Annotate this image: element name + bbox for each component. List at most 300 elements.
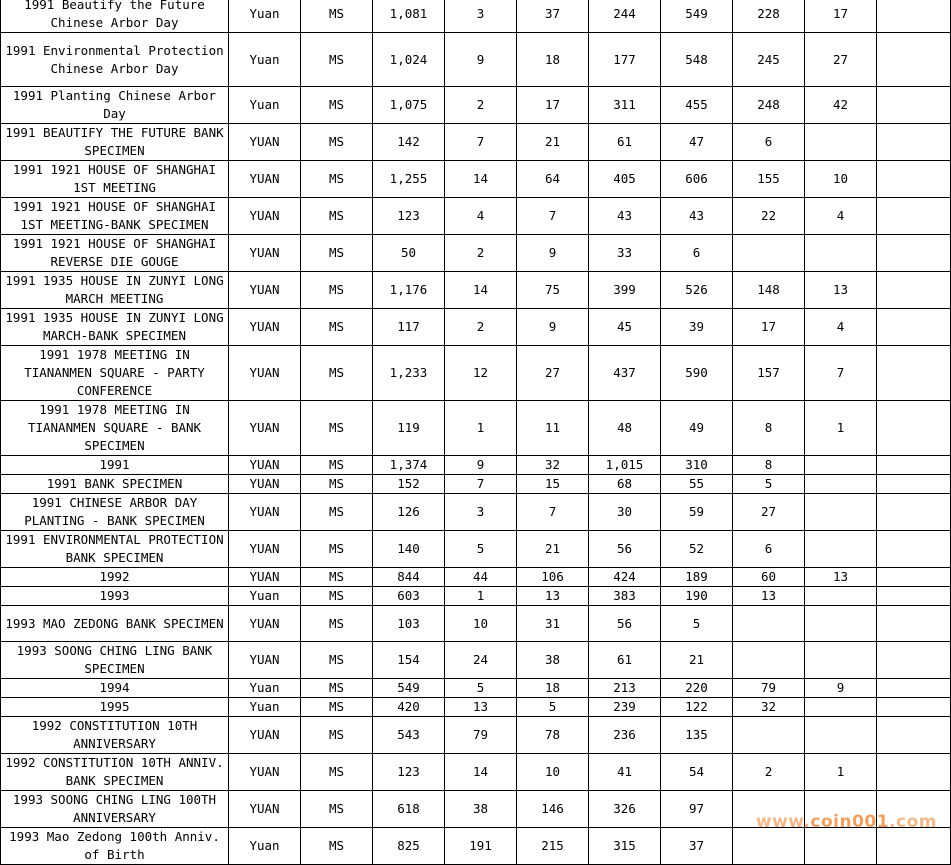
cell-col-3[interactable]: 45 <box>589 309 661 346</box>
cell-col-2[interactable]: 31 <box>517 606 589 642</box>
cell-col-1[interactable]: 4 <box>445 198 517 235</box>
cell-currency[interactable]: YUAN <box>229 717 301 754</box>
cell-col-6[interactable]: 42 <box>805 87 877 124</box>
cell-total[interactable]: 1,176 <box>373 272 445 309</box>
cell-col-4[interactable]: 455 <box>661 87 733 124</box>
cell-col-3[interactable]: 177 <box>589 33 661 87</box>
cell-col-5[interactable]: 248 <box>733 87 805 124</box>
cell-col-4[interactable]: 135 <box>661 717 733 754</box>
table-row <box>1 33 951 87</box>
cell-col-6[interactable] <box>805 475 877 494</box>
cell-currency[interactable]: Yuan <box>229 0 301 33</box>
cell-col-4[interactable]: 190 <box>661 587 733 606</box>
cell-total[interactable]: 825 <box>373 828 445 865</box>
cell-col-1[interactable]: 5 <box>445 531 517 568</box>
cell-col-2[interactable]: 18 <box>517 33 589 87</box>
cell-col-2[interactable]: 7 <box>517 198 589 235</box>
cell-currency[interactable]: Yuan <box>229 698 301 717</box>
cell-total[interactable]: 103 <box>373 606 445 642</box>
cell-col-1[interactable]: 1 <box>445 401 517 456</box>
table-row <box>1 309 951 346</box>
cell-col-2[interactable]: 9 <box>517 235 589 272</box>
cell-col-3[interactable]: 315 <box>589 828 661 865</box>
cell-total[interactable]: 1,024 <box>373 33 445 87</box>
cell-col-3[interactable]: 399 <box>589 272 661 309</box>
cell-col-5[interactable]: 22 <box>733 198 805 235</box>
cell-col-4[interactable]: 21 <box>661 642 733 679</box>
cell-col-5[interactable]: 60 <box>733 568 805 587</box>
cell-col-3[interactable]: 43 <box>589 198 661 235</box>
cell-col-4[interactable]: 5 <box>661 606 733 642</box>
cell-col-7[interactable] <box>877 124 951 161</box>
cell-col-6[interactable] <box>805 606 877 642</box>
cell-col-4[interactable]: 590 <box>661 346 733 401</box>
cell-col-7[interactable] <box>877 568 951 587</box>
cell-col-3[interactable]: 61 <box>589 642 661 679</box>
cell-col-7[interactable] <box>877 606 951 642</box>
cell-col-7[interactable] <box>877 717 951 754</box>
cell-name[interactable]: 1993 SOONG CHING LING BANK SPECIMEN <box>1 642 229 679</box>
cell-currency[interactable]: YUAN <box>229 235 301 272</box>
cell-name[interactable]: 1991 Planting Chinese Arbor Day <box>1 87 229 124</box>
cell-col-6[interactable] <box>805 235 877 272</box>
cell-col-7[interactable] <box>877 754 951 791</box>
cell-grade[interactable]: MS <box>301 272 373 309</box>
cell-grade[interactable]: MS <box>301 475 373 494</box>
cell-col-6[interactable]: 13 <box>805 568 877 587</box>
cell-col-1[interactable]: 9 <box>445 33 517 87</box>
cell-total[interactable]: 50 <box>373 235 445 272</box>
table-row <box>1 456 951 475</box>
cell-col-6[interactable] <box>805 642 877 679</box>
cell-col-3[interactable]: 213 <box>589 679 661 698</box>
cell-col-6[interactable] <box>805 124 877 161</box>
cell-total[interactable]: 1,081 <box>373 0 445 33</box>
table-row <box>1 0 951 33</box>
cell-name[interactable]: 1992 CONSTITUTION 10TH ANNIV. BANK SPECIMEN <box>1 754 229 791</box>
cell-currency[interactable]: YUAN <box>229 754 301 791</box>
cell-grade[interactable]: MS <box>301 568 373 587</box>
cell-col-2[interactable]: 7 <box>517 494 589 531</box>
cell-total[interactable]: 1,255 <box>373 161 445 198</box>
cell-col-4[interactable]: 55 <box>661 475 733 494</box>
cell-currency[interactable]: Yuan <box>229 679 301 698</box>
cell-col-3[interactable]: 424 <box>589 568 661 587</box>
cell-col-2[interactable]: 17 <box>517 87 589 124</box>
cell-name[interactable]: 1991 <box>1 456 229 475</box>
cell-col-2[interactable]: 15 <box>517 475 589 494</box>
cell-col-7[interactable] <box>877 161 951 198</box>
cell-col-7[interactable] <box>877 401 951 456</box>
table-row <box>1 161 951 198</box>
cell-col-4[interactable]: 43 <box>661 198 733 235</box>
cell-grade[interactable]: MS <box>301 161 373 198</box>
cell-col-3[interactable]: 56 <box>589 606 661 642</box>
cell-col-6[interactable] <box>805 531 877 568</box>
cell-grade[interactable]: MS <box>301 401 373 456</box>
cell-col-1[interactable]: 1 <box>445 587 517 606</box>
cell-total[interactable]: 420 <box>373 698 445 717</box>
cell-name[interactable]: 1993 SOONG CHING LING 100TH ANNIVERSARY <box>1 791 229 828</box>
cell-col-5[interactable]: 32 <box>733 698 805 717</box>
cell-col-5[interactable] <box>733 642 805 679</box>
table-row <box>1 124 951 161</box>
cell-currency[interactable]: YUAN <box>229 309 301 346</box>
cell-col-2[interactable]: 106 <box>517 568 589 587</box>
cell-col-2[interactable]: 21 <box>517 124 589 161</box>
cell-col-2[interactable]: 37 <box>517 0 589 33</box>
cell-col-2[interactable]: 75 <box>517 272 589 309</box>
cell-col-6[interactable]: 10 <box>805 161 877 198</box>
cell-grade[interactable]: MS <box>301 754 373 791</box>
table-row <box>1 346 951 401</box>
cell-col-2[interactable]: 5 <box>517 698 589 717</box>
cell-currency[interactable]: YUAN <box>229 198 301 235</box>
cell-col-4[interactable]: 6 <box>661 235 733 272</box>
cell-col-2[interactable]: 10 <box>517 754 589 791</box>
cell-currency[interactable]: Yuan <box>229 828 301 865</box>
cell-col-2[interactable]: 13 <box>517 587 589 606</box>
table-row <box>1 494 951 531</box>
cell-currency[interactable]: Yuan <box>229 87 301 124</box>
cell-col-7[interactable] <box>877 198 951 235</box>
cell-col-6[interactable]: 4 <box>805 309 877 346</box>
cell-col-6[interactable] <box>805 587 877 606</box>
cell-total[interactable]: 140 <box>373 531 445 568</box>
cell-grade[interactable]: MS <box>301 587 373 606</box>
cell-col-4[interactable]: 122 <box>661 698 733 717</box>
cell-grade[interactable]: MS <box>301 531 373 568</box>
cell-col-5[interactable] <box>733 717 805 754</box>
cell-col-3[interactable]: 405 <box>589 161 661 198</box>
cell-total[interactable]: 603 <box>373 587 445 606</box>
cell-name[interactable]: 1993 <box>1 587 229 606</box>
cell-name[interactable]: 1994 <box>1 679 229 698</box>
cell-col-1[interactable]: 7 <box>445 475 517 494</box>
cell-col-7[interactable] <box>877 33 951 87</box>
cell-currency[interactable]: YUAN <box>229 401 301 456</box>
watermark-suffix: .com <box>889 812 937 832</box>
table-row <box>1 235 951 272</box>
cell-currency[interactable]: YUAN <box>229 272 301 309</box>
cell-col-1[interactable]: 191 <box>445 828 517 865</box>
cell-col-5[interactable]: 79 <box>733 679 805 698</box>
cell-col-1[interactable]: 38 <box>445 791 517 828</box>
cell-col-5[interactable]: 245 <box>733 33 805 87</box>
cell-col-7[interactable] <box>877 828 951 865</box>
cell-col-6[interactable]: 1 <box>805 401 877 456</box>
cell-col-7[interactable] <box>877 346 951 401</box>
cell-col-2[interactable]: 11 <box>517 401 589 456</box>
table-row <box>1 828 951 865</box>
cell-col-4[interactable]: 606 <box>661 161 733 198</box>
cell-col-1[interactable]: 13 <box>445 698 517 717</box>
cell-grade[interactable]: MS <box>301 33 373 87</box>
cell-currency[interactable]: YUAN <box>229 124 301 161</box>
cell-col-3[interactable]: 30 <box>589 494 661 531</box>
cell-grade[interactable]: MS <box>301 124 373 161</box>
cell-col-4[interactable]: 220 <box>661 679 733 698</box>
cell-col-5[interactable]: 2 <box>733 754 805 791</box>
cell-total[interactable]: 1,075 <box>373 87 445 124</box>
table-row <box>1 606 951 642</box>
cell-grade[interactable]: MS <box>301 642 373 679</box>
cell-col-6[interactable]: 27 <box>805 33 877 87</box>
cell-col-4[interactable]: 59 <box>661 494 733 531</box>
cell-grade[interactable]: MS <box>301 198 373 235</box>
cell-currency[interactable]: YUAN <box>229 568 301 587</box>
cell-col-5[interactable]: 148 <box>733 272 805 309</box>
cell-grade[interactable]: MS <box>301 309 373 346</box>
cell-col-5[interactable]: 8 <box>733 456 805 475</box>
cell-total[interactable]: 142 <box>373 124 445 161</box>
cell-grade[interactable]: MS <box>301 679 373 698</box>
cell-total[interactable]: 1,374 <box>373 456 445 475</box>
cell-col-6[interactable] <box>805 494 877 531</box>
cell-name[interactable]: 1993 MAO ZEDONG BANK SPECIMEN <box>1 606 229 642</box>
cell-col-4[interactable]: 97 <box>661 791 733 828</box>
cell-col-7[interactable] <box>877 531 951 568</box>
cell-name[interactable]: 1992 CONSTITUTION 10TH ANNIVERSARY <box>1 717 229 754</box>
table-row <box>1 475 951 494</box>
cell-col-6[interactable]: 13 <box>805 272 877 309</box>
cell-col-3[interactable]: 383 <box>589 587 661 606</box>
cell-col-5[interactable]: 155 <box>733 161 805 198</box>
cell-grade[interactable]: MS <box>301 698 373 717</box>
cell-col-5[interactable]: 27 <box>733 494 805 531</box>
cell-currency[interactable]: Yuan <box>229 587 301 606</box>
table-row <box>1 272 951 309</box>
cell-grade[interactable]: MS <box>301 717 373 754</box>
cell-col-5[interactable]: 5 <box>733 475 805 494</box>
cell-name[interactable]: 1991 BEAUTIFY THE FUTURE BANK SPECIMEN <box>1 124 229 161</box>
cell-col-7[interactable] <box>877 475 951 494</box>
cell-col-6[interactable]: 4 <box>805 198 877 235</box>
cell-col-1[interactable]: 44 <box>445 568 517 587</box>
cell-col-2[interactable]: 32 <box>517 456 589 475</box>
cell-col-1[interactable]: 10 <box>445 606 517 642</box>
cell-col-3[interactable]: 311 <box>589 87 661 124</box>
cell-col-5[interactable]: 17 <box>733 309 805 346</box>
cell-col-4[interactable]: 37 <box>661 828 733 865</box>
cell-col-5[interactable]: 6 <box>733 124 805 161</box>
watermark-prefix: www. <box>755 812 811 832</box>
cell-col-3[interactable]: 48 <box>589 401 661 456</box>
cell-col-7[interactable] <box>877 235 951 272</box>
cell-col-7[interactable] <box>877 0 951 33</box>
cell-col-4[interactable]: 189 <box>661 568 733 587</box>
cell-col-1[interactable]: 2 <box>445 309 517 346</box>
table-body <box>1 0 951 865</box>
cell-currency[interactable]: YUAN <box>229 346 301 401</box>
cell-col-4[interactable]: 526 <box>661 272 733 309</box>
cell-col-7[interactable] <box>877 698 951 717</box>
cell-col-1[interactable]: 9 <box>445 456 517 475</box>
cell-col-4[interactable]: 52 <box>661 531 733 568</box>
cell-col-1[interactable]: 79 <box>445 717 517 754</box>
table-row <box>1 698 951 717</box>
cell-col-2[interactable]: 38 <box>517 642 589 679</box>
cell-col-2[interactable]: 27 <box>517 346 589 401</box>
cell-col-3[interactable]: 68 <box>589 475 661 494</box>
cell-col-2[interactable]: 146 <box>517 791 589 828</box>
cell-grade[interactable]: MS <box>301 346 373 401</box>
cell-name[interactable]: 1991 ENVIRONMENTAL PROTECTION BANK SPECIMEN <box>1 531 229 568</box>
cell-name[interactable]: 1991 1935 HOUSE IN ZUNYI LONG MARCH-BANK SPECIMEN <box>1 309 229 346</box>
cell-col-3[interactable]: 437 <box>589 346 661 401</box>
table-row <box>1 531 951 568</box>
cell-col-4[interactable]: 47 <box>661 124 733 161</box>
cell-col-7[interactable] <box>877 87 951 124</box>
cell-grade[interactable]: MS <box>301 456 373 475</box>
cell-name[interactable]: 1993 Mao Zedong 100th Anniv. of Birth <box>1 828 229 865</box>
cell-col-3[interactable]: 239 <box>589 698 661 717</box>
cell-name[interactable]: 1991 1921 HOUSE OF SHANGHAI REVERSE DIE GOUGE <box>1 235 229 272</box>
cell-name[interactable]: 1991 1978 MEETING IN TIANANMEN SQUARE - BANK SPECIMEN <box>1 401 229 456</box>
cell-grade[interactable]: MS <box>301 828 373 865</box>
cell-col-1[interactable]: 14 <box>445 754 517 791</box>
cell-col-7[interactable] <box>877 642 951 679</box>
cell-currency[interactable]: YUAN <box>229 475 301 494</box>
cell-name[interactable]: 1991 1935 HOUSE IN ZUNYI LONG MARCH MEETING <box>1 272 229 309</box>
table-row <box>1 198 951 235</box>
cell-col-5[interactable]: 6 <box>733 531 805 568</box>
table-row <box>1 679 951 698</box>
cell-currency[interactable]: YUAN <box>229 642 301 679</box>
cell-col-1[interactable]: 14 <box>445 272 517 309</box>
cell-col-2[interactable]: 21 <box>517 531 589 568</box>
cell-col-7[interactable] <box>877 309 951 346</box>
cell-col-4[interactable]: 310 <box>661 456 733 475</box>
cell-col-1[interactable]: 14 <box>445 161 517 198</box>
cell-total[interactable]: 152 <box>373 475 445 494</box>
cell-col-7[interactable] <box>877 456 951 475</box>
cell-name[interactable]: 1992 <box>1 568 229 587</box>
cell-grade[interactable]: MS <box>301 87 373 124</box>
cell-col-6[interactable]: 17 <box>805 0 877 33</box>
cell-total[interactable]: 618 <box>373 791 445 828</box>
cell-col-3[interactable]: 56 <box>589 531 661 568</box>
cell-currency[interactable]: YUAN <box>229 531 301 568</box>
cell-col-2[interactable]: 64 <box>517 161 589 198</box>
cell-currency[interactable]: YUAN <box>229 456 301 475</box>
cell-col-6[interactable]: 1 <box>805 754 877 791</box>
cell-col-7[interactable] <box>877 494 951 531</box>
cell-total[interactable]: 549 <box>373 679 445 698</box>
cell-col-3[interactable]: 41 <box>589 754 661 791</box>
cell-name[interactable]: 1991 Environmental Protection Chinese Arbor Day <box>1 33 229 87</box>
cell-name[interactable]: 1991 1978 MEETING IN TIANANMEN SQUARE - PARTY CONFERENCE <box>1 346 229 401</box>
cell-total[interactable]: 543 <box>373 717 445 754</box>
cell-col-7[interactable] <box>877 679 951 698</box>
cell-col-7[interactable] <box>877 587 951 606</box>
cell-col-6[interactable]: 9 <box>805 679 877 698</box>
cell-col-1[interactable]: 5 <box>445 679 517 698</box>
table-row <box>1 568 951 587</box>
cell-name[interactable]: 1991 BANK SPECIMEN <box>1 475 229 494</box>
table-row <box>1 717 951 754</box>
cell-col-6[interactable] <box>805 698 877 717</box>
cell-col-3[interactable]: 1,015 <box>589 456 661 475</box>
cell-total[interactable]: 119 <box>373 401 445 456</box>
cell-col-1[interactable]: 2 <box>445 235 517 272</box>
cell-grade[interactable]: MS <box>301 791 373 828</box>
cell-currency[interactable]: YUAN <box>229 791 301 828</box>
cell-grade[interactable]: MS <box>301 0 373 33</box>
cell-name[interactable]: 1991 1921 HOUSE OF SHANGHAI 1ST MEETING <box>1 161 229 198</box>
cell-col-5[interactable]: 228 <box>733 0 805 33</box>
cell-total[interactable]: 844 <box>373 568 445 587</box>
cell-total[interactable]: 123 <box>373 198 445 235</box>
cell-col-5[interactable] <box>733 606 805 642</box>
cell-col-4[interactable]: 549 <box>661 0 733 33</box>
table-row <box>1 587 951 606</box>
cell-col-4[interactable]: 49 <box>661 401 733 456</box>
cell-col-5[interactable]: 157 <box>733 346 805 401</box>
cell-col-1[interactable]: 3 <box>445 494 517 531</box>
cell-col-6[interactable] <box>805 717 877 754</box>
table-row <box>1 401 951 456</box>
cell-total[interactable]: 154 <box>373 642 445 679</box>
cell-grade[interactable]: MS <box>301 494 373 531</box>
cell-total[interactable]: 126 <box>373 494 445 531</box>
cell-col-3[interactable]: 33 <box>589 235 661 272</box>
cell-grade[interactable]: MS <box>301 235 373 272</box>
cell-total[interactable]: 123 <box>373 754 445 791</box>
cell-col-4[interactable]: 548 <box>661 33 733 87</box>
cell-col-1[interactable]: 7 <box>445 124 517 161</box>
cell-col-3[interactable]: 244 <box>589 0 661 33</box>
cell-col-3[interactable]: 326 <box>589 791 661 828</box>
cell-currency[interactable]: YUAN <box>229 494 301 531</box>
cell-name[interactable]: 1995 <box>1 698 229 717</box>
cell-col-2[interactable]: 18 <box>517 679 589 698</box>
table-row <box>1 754 951 791</box>
cell-name[interactable]: 1991 CHINESE ARBOR DAY PLANTING - BANK SPECIMEN <box>1 494 229 531</box>
cell-col-4[interactable]: 54 <box>661 754 733 791</box>
cell-col-7[interactable] <box>877 272 951 309</box>
cell-total[interactable]: 117 <box>373 309 445 346</box>
cell-currency[interactable]: YUAN <box>229 606 301 642</box>
cell-col-5[interactable]: 8 <box>733 401 805 456</box>
cell-col-6[interactable] <box>805 456 877 475</box>
cell-total[interactable]: 1,233 <box>373 346 445 401</box>
cell-col-5[interactable]: 13 <box>733 587 805 606</box>
cell-name[interactable]: 1991 Beautify the Future Chinese Arbor Day <box>1 0 229 33</box>
table-row <box>1 642 951 679</box>
cell-col-6[interactable]: 7 <box>805 346 877 401</box>
cell-col-3[interactable]: 236 <box>589 717 661 754</box>
cell-col-4[interactable]: 39 <box>661 309 733 346</box>
cell-col-5[interactable] <box>733 828 805 865</box>
cell-col-2[interactable]: 78 <box>517 717 589 754</box>
table-row <box>1 87 951 124</box>
cell-col-6[interactable] <box>805 828 877 865</box>
cell-col-3[interactable]: 61 <box>589 124 661 161</box>
cell-col-2[interactable]: 9 <box>517 309 589 346</box>
cell-col-2[interactable]: 215 <box>517 828 589 865</box>
cell-grade[interactable]: MS <box>301 606 373 642</box>
cell-currency[interactable]: Yuan <box>229 33 301 87</box>
cell-currency[interactable]: YUAN <box>229 161 301 198</box>
cell-col-1[interactable]: 3 <box>445 0 517 33</box>
site-watermark <box>756 812 937 832</box>
cell-col-1[interactable]: 12 <box>445 346 517 401</box>
cell-col-5[interactable] <box>733 235 805 272</box>
cell-name[interactable]: 1991 1921 HOUSE OF SHANGHAI 1ST MEETING-BANK SPECIMEN <box>1 198 229 235</box>
cell-col-1[interactable]: 24 <box>445 642 517 679</box>
cell-col-1[interactable]: 2 <box>445 87 517 124</box>
